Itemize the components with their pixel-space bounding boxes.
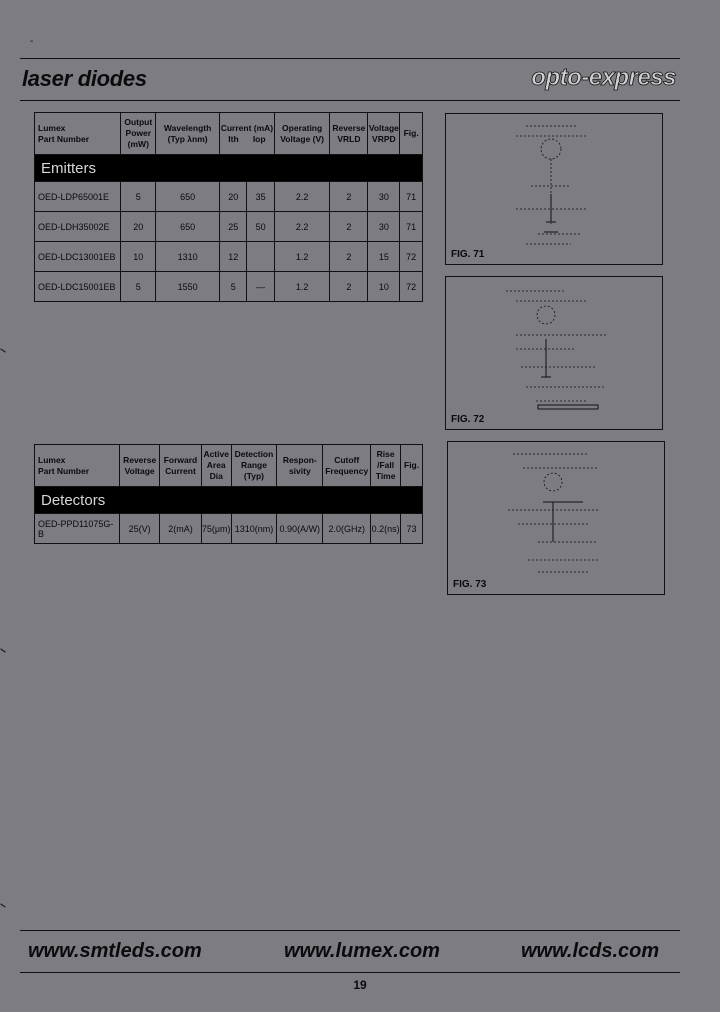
cell-iop: —: [247, 272, 274, 302]
cell-ith: 5: [219, 272, 246, 302]
section-label-detectors: Detectors: [35, 487, 423, 514]
footer-top-rule: [20, 930, 680, 931]
col-header-reverse-voltage: Reverse Voltage: [120, 445, 160, 487]
figure-71: [445, 113, 663, 265]
cell-fig: 72: [400, 242, 423, 272]
page-title: laser diodes: [22, 66, 147, 91]
table-row: [35, 514, 423, 544]
cell-wavelength: 1550: [156, 272, 220, 302]
figure-72-drawing: [446, 277, 662, 429]
cell-output-power: 5: [121, 272, 156, 302]
edge-mark: [0, 648, 5, 652]
cell-forward-current: 2(mA): [160, 514, 202, 544]
col-header-active-area: Active Area Dia: [201, 445, 231, 487]
footer-link-lumex[interactable]: www.lumex.com: [284, 940, 440, 962]
cell-part-number: OED-LDP65001E: [35, 182, 121, 212]
cell-ith: 12: [219, 242, 246, 272]
cell-vrpd: 30: [368, 182, 400, 212]
cell-vrld: 2: [330, 182, 368, 212]
cell-reverse-voltage: 25(V): [120, 514, 160, 544]
figure-71-drawing: [446, 114, 662, 264]
page-number: 19: [353, 978, 367, 992]
emitters-section-row: [35, 155, 423, 182]
cell-iop: 35: [247, 182, 274, 212]
cell-fig: 71: [400, 212, 423, 242]
cell-operating-voltage: 2.2: [274, 182, 330, 212]
cell-fig: 73: [401, 514, 423, 544]
cell-output-power: 5: [121, 182, 156, 212]
detectors-section-row: [35, 487, 423, 514]
col-header-operating-voltage: Operating Voltage (V): [274, 113, 330, 155]
emitters-header-row: [35, 113, 423, 155]
detectors-table: [34, 444, 423, 544]
cell-responsivity: 0.90(A/W): [277, 514, 323, 544]
figure-73-drawing: [448, 442, 664, 594]
cell-wavelength: 1310: [156, 242, 220, 272]
cell-vrpd: 10: [368, 272, 400, 302]
edge-mark: [0, 348, 5, 352]
cell-operating-voltage: 2.2: [274, 212, 330, 242]
cell-wavelength: 650: [156, 212, 220, 242]
cell-operating-voltage: 1.2: [274, 272, 330, 302]
cell-output-power: 10: [121, 242, 156, 272]
cell-output-power: 20: [121, 212, 156, 242]
cell-operating-voltage: 1.2: [274, 242, 330, 272]
cell-vrld: 2: [330, 212, 368, 242]
figure-72: [445, 276, 663, 430]
figure-73: [447, 441, 665, 595]
cell-vrpd: 15: [368, 242, 400, 272]
cell-part-number: OED-LDH35002E: [35, 212, 121, 242]
figure-label: FIG. 73: [453, 579, 487, 590]
col-header-part-number: Lumex Part Number: [35, 445, 120, 487]
cell-ith: 25: [219, 212, 246, 242]
cell-fig: 71: [400, 182, 423, 212]
cell-fig: 72: [400, 272, 423, 302]
cell-detection-range: 1310(nm): [231, 514, 277, 544]
col-header-reverse-vrld: Reverse VRLD: [330, 113, 368, 155]
detectors-header-row: [35, 445, 423, 487]
cell-vrld: 2: [330, 242, 368, 272]
table-row: [35, 182, 423, 212]
col-header-responsivity: Respon- sivity: [277, 445, 323, 487]
col-header-forward-current: Forward Current: [160, 445, 202, 487]
edge-mark: [0, 903, 5, 907]
cell-iop: 50: [247, 212, 274, 242]
header-bottom-rule: [20, 100, 680, 101]
footer-link-smtleds[interactable]: www.smtleds.com: [28, 940, 202, 962]
table-row: [35, 212, 423, 242]
col-header-current: Current (mA) Ith Iop: [219, 113, 274, 155]
col-header-rise-fall-time: Rise /Fall Time: [371, 445, 401, 487]
footer-bottom-rule: [20, 972, 680, 973]
cell-part-number: OED-LDC13001EB: [35, 242, 121, 272]
col-header-part-number: Lumex Part Number: [35, 113, 121, 155]
corner-mark: -: [30, 36, 34, 47]
cell-vrld: 2: [330, 272, 368, 302]
cell-wavelength: 650: [156, 182, 220, 212]
col-header-wavelength: Wavelength (Typ λnm): [156, 113, 220, 155]
col-header-output-power: Output Power (mW): [121, 113, 156, 155]
cell-ith: 20: [219, 182, 246, 212]
cell-rise-fall-time: 0.2(ns): [371, 514, 401, 544]
cell-iop: [247, 242, 274, 272]
figure-label: FIG. 71: [451, 249, 485, 260]
table-row: [35, 272, 423, 302]
section-label-emitters: Emitters: [35, 155, 423, 182]
cell-part-number: OED-PPD11075G-B: [35, 514, 120, 544]
col-header-cutoff-frequency: Cutoff Frequency: [323, 445, 371, 487]
header-top-rule: [20, 58, 680, 59]
cell-cutoff-frequency: 2.0(GHz): [323, 514, 371, 544]
table-row: [35, 242, 423, 272]
cell-part-number: OED-LDC15001EB: [35, 272, 121, 302]
col-header-voltage-vrpd: Voltage VRPD: [368, 113, 400, 155]
col-header-fig: Fig.: [401, 445, 423, 487]
footer-link-lcds[interactable]: www.lcds.com: [521, 940, 660, 962]
col-header-fig: Fig.: [400, 113, 423, 155]
brand-logo-text: opto-express: [531, 64, 676, 91]
col-header-detection-range: Detection Range (Typ): [231, 445, 277, 487]
cell-active-area: 75(μm): [201, 514, 231, 544]
figure-label: FIG. 72: [451, 414, 485, 425]
emitters-table: [34, 112, 423, 302]
cell-vrpd: 30: [368, 212, 400, 242]
